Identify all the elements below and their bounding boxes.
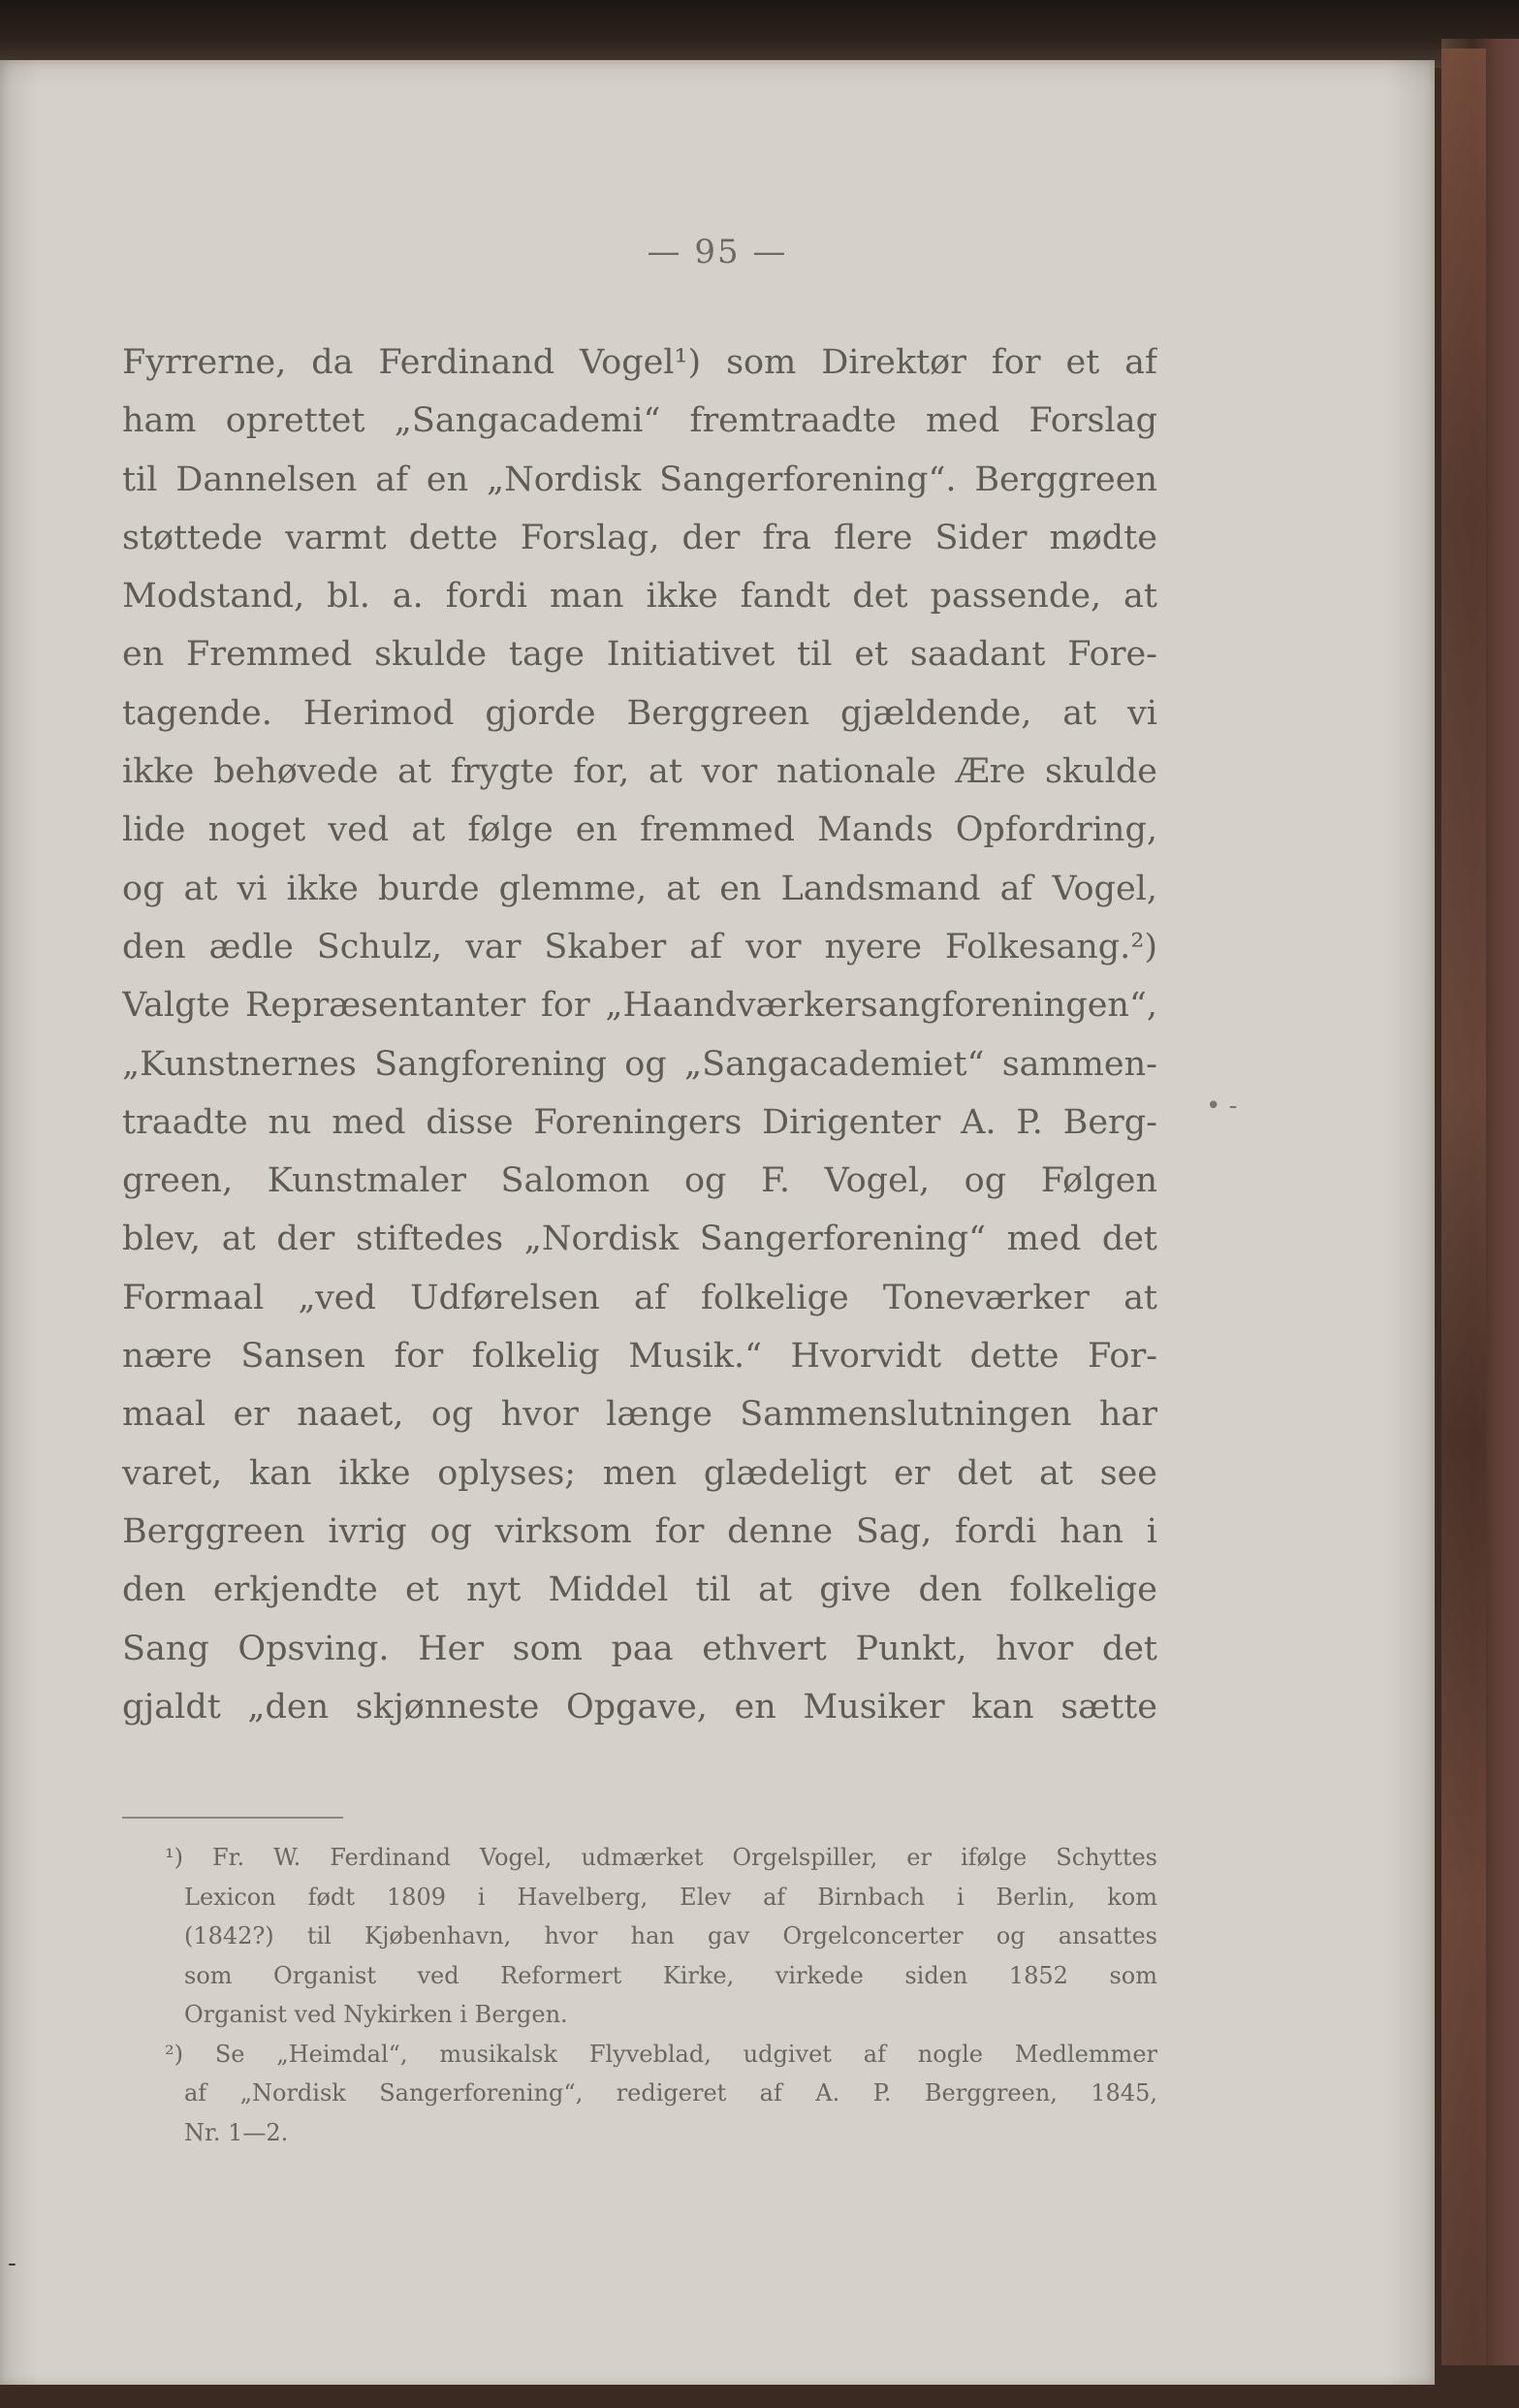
text-line: blev, at der stiftedes „Nordisk Sangerforening“ med det bbox=[122, 1220, 1157, 1259]
text-line: Sang Opsving. Her som paa ethvert Punkt, hvor det bbox=[122, 1629, 1157, 1668]
footnote-line: som Organist ved Reformert Kirke, virkede siden 1852 som bbox=[184, 1961, 1157, 1989]
footnote-line: ¹) Fr. W. Ferdinand Vogel, udmærket Orgelspiller, er ifølge Schyttes bbox=[165, 1844, 1157, 1871]
footnotes bbox=[122, 1838, 1157, 2152]
book-page bbox=[0, 60, 1435, 2385]
footnote-separator bbox=[122, 1817, 343, 1819]
text-line: Modstand, bl. a. fordi man ikke fandt det passende, at bbox=[122, 577, 1157, 617]
text-line: gjaldt „den skjønneste Opgave, en Musiker kan sætte bbox=[122, 1687, 1157, 1727]
text-line: til Dannelsen af en „Nordisk Sangerforening“. Berggreen bbox=[122, 459, 1157, 499]
body-text bbox=[122, 333, 1157, 1736]
text-line: varet, kan ikke oplyses; men glædeligt er det at see bbox=[122, 1453, 1157, 1493]
text-line: Berggreen ivrig og virksom for denne Sag, fordi han i bbox=[122, 1511, 1157, 1551]
footnote-line: (1842?) til Kjøbenhavn, hvor han gav Orgelconcerter og ansattes bbox=[184, 1922, 1157, 1949]
footnote-line: Lexicon født 1809 i Havelberg, Elev af Birnbach i Berlin, kom bbox=[184, 1883, 1157, 1911]
text-line: og at vi ikke burde glemme, at en Landsmand af Vogel, bbox=[122, 869, 1157, 908]
text-line: lide noget ved at følge en fremmed Mands Opfordring, bbox=[122, 810, 1157, 850]
text-line: Valgte Repræsentanter for „Haandværkersangforeningen“, bbox=[122, 986, 1157, 1026]
text-line: ham oprettet „Sangacademi“ fremtraadte med Forslag bbox=[122, 401, 1157, 441]
text-line: „Kunstnernes Sangforening og „Sangacademiet“ sammen- bbox=[122, 1044, 1157, 1084]
text-line: traadte nu med disse Foreningers Dirigenter A. P. Berg- bbox=[122, 1102, 1157, 1142]
text-line: ikke behøvede at frygte for, at vor nationale Ære skulde bbox=[122, 752, 1157, 792]
text-line: nære Sansen for folkelig Musik.“ Hvorvidt dette For- bbox=[122, 1337, 1157, 1377]
footnote-line: ²) Se „Heimdal“, musikalsk Flyveblad, udgivet af nogle Medlemmer bbox=[165, 2040, 1157, 2068]
footnote-line: af „Nordisk Sangerforening“, redigeret af A. P. Berggreen, 1845, bbox=[184, 2079, 1157, 2107]
text-line: Formaal „ved Udførelsen af folkelige Toneværker at bbox=[122, 1278, 1157, 1317]
page-number: — 95 — bbox=[647, 233, 788, 271]
book-top-edge bbox=[0, 0, 1519, 68]
text-line: en Fremmed skulde tage Initiativet til et saadant Fore- bbox=[122, 635, 1157, 675]
text-line: maal er naaet, og hvor længe Sammenslutningen har bbox=[122, 1395, 1157, 1435]
footnote-line: Nr. 1—2. bbox=[184, 2118, 289, 2146]
left-edge-mark: - bbox=[8, 2249, 16, 2278]
footnote-line: Organist ved Nykirken i Bergen. bbox=[184, 2001, 568, 2028]
book-cover-strip bbox=[1441, 48, 1486, 2365]
text-line: tagende. Herimod gjorde Berggreen gjældende, at vi bbox=[122, 693, 1157, 733]
margin-mark: • - bbox=[1206, 1092, 1238, 1121]
text-line: den erkjendte et nyt Middel til at give den folkelige bbox=[122, 1570, 1157, 1610]
text-line: den ædle Schulz, var Skaber af vor nyere Folkesang.²) bbox=[122, 927, 1157, 966]
text-line: støttede varmt dette Forslag, der fra flere Sider mødte bbox=[122, 518, 1157, 557]
text-line: green, Kunstmaler Salomon og F. Vogel, og Følgen bbox=[122, 1161, 1157, 1201]
text-line: Fyrrerne, da Ferdinand Vogel¹) som Direktør for et af bbox=[122, 343, 1157, 382]
